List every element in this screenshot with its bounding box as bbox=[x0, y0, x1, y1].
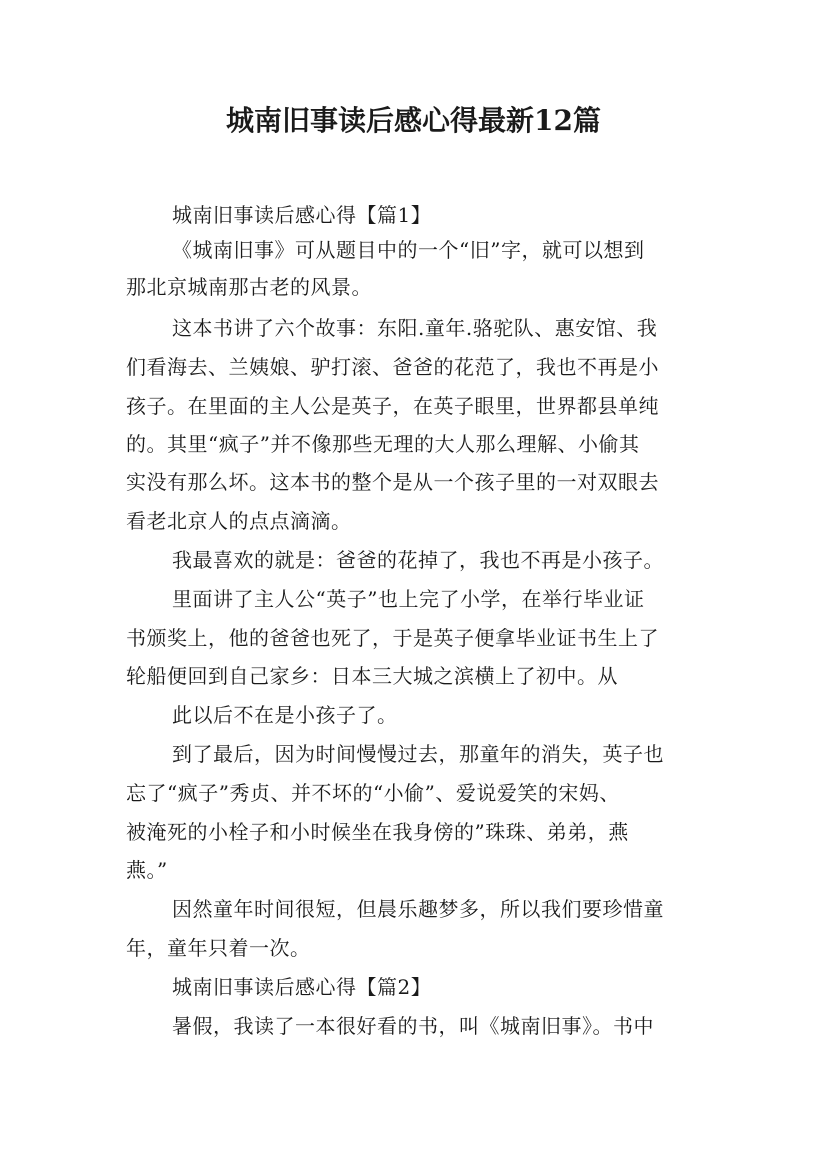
paragraph-line: 到了最后，因为时间慢慢过去，那童年的消失，英子也 bbox=[172, 742, 664, 766]
paragraph-line: 书颁奖上，他的爸爸也死了，于是英子便拿毕业证书生上了 bbox=[126, 626, 659, 650]
section-heading: 城南旧事读后感心得【篇2】 bbox=[172, 975, 432, 999]
paragraph-line: 暑假，我读了一本很好看的书，叫《城南旧事》。书中 bbox=[172, 1014, 654, 1038]
paragraph-line: 这本书讲了六个故事：东阳.童年.骆驼队、惠安馆、我 bbox=[172, 316, 658, 340]
paragraph-line: 燕。” bbox=[126, 858, 168, 882]
paragraph-line: 因然童年时间很短，但晨乐趣梦多，所以我们要珍惜童 bbox=[172, 897, 664, 921]
paragraph-line: 们看海去、兰姨娘、驴打滚、爸爸的花范了，我也不再是小 bbox=[126, 355, 659, 379]
paragraph-line: 孩子。在里面的主人公是英子，在英子眼里，世界都县单纯 bbox=[126, 394, 659, 418]
paragraph-line: 被淹死的小栓子和小时候坐在我身傍的”珠珠、弟弟，燕 bbox=[126, 820, 629, 844]
document-title: 城南旧事读后感心得最新12篇 bbox=[226, 104, 601, 137]
paragraph-line: 的。其里“疯子”并不像那些无理的大人那么理解、小偷其 bbox=[126, 432, 640, 456]
section-heading: 城南旧事读后感心得【篇1】 bbox=[172, 203, 432, 227]
paragraph-line: 实没有那么坏。这本书的整个是从一个孩子里的一对双眼去 bbox=[126, 470, 659, 494]
paragraph-line: 那北京城南那古老的风景。 bbox=[126, 275, 372, 299]
paragraph-line: 里面讲了主人公“英子”也上完了小学，在举行毕业证 bbox=[172, 587, 645, 611]
paragraph-line: 轮船便回到自己家乡：日本三大城之滨横上了初中。从 bbox=[126, 664, 618, 688]
paragraph-line: 年，童年只着一次。 bbox=[126, 936, 311, 960]
paragraph-line: 我最喜欢的就是：爸爸的花掉了，我也不再是小孩子。 bbox=[172, 548, 664, 572]
paragraph-line: 《城南旧事》可从题目中的一个“旧”字，就可以想到 bbox=[172, 238, 645, 262]
paragraph-line: 此以后不在是小孩子了。 bbox=[172, 703, 398, 727]
paragraph-line: 忘了“疯子”秀贞、并不坏的“小偷”、爱说爱笑的宋妈、 bbox=[126, 781, 620, 805]
paragraph-line: 看老北京人的点点滴滴。 bbox=[126, 509, 352, 533]
